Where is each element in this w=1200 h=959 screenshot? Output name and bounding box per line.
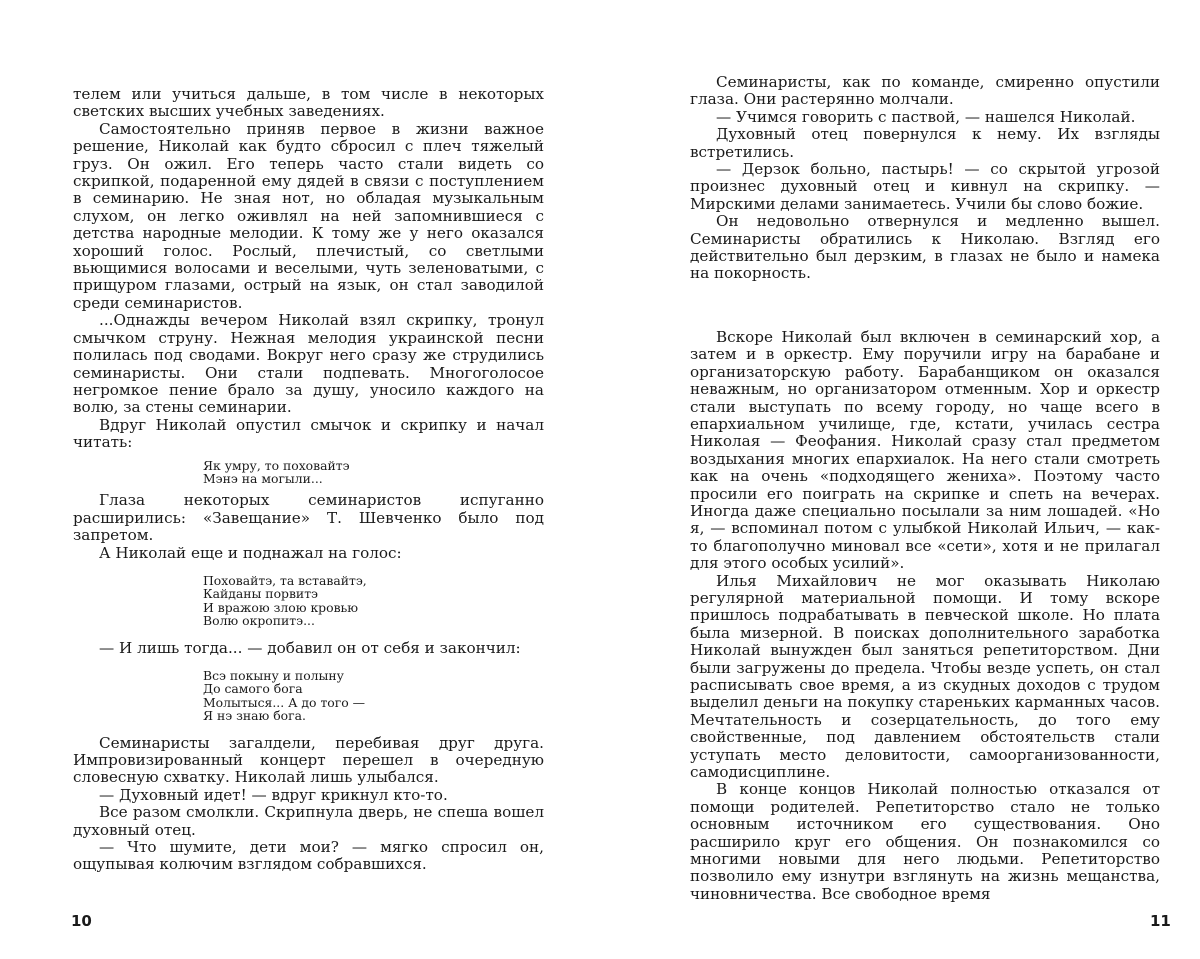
left-page xyxy=(0,0,600,959)
verse-stanza xyxy=(73,669,544,723)
paragraph: Самостоятельно приняв первое в жизни важное решение, Николай как будто сбросил с плеч тяжелый груз. Он ожил. Его теперь часто стали видеть со скрипкой, подаренной ему дядей в связи с поступлением в семинарию. Не зная нот, но обладая музыкальным слухом, он легко оживлял на ней запомнившиеся с детства народные мелодии. К тому же у него оказался хороший голос. Рослый, плечистый, со светлыми вьющимися волосами и веселыми, чуть зеленоватыми, с прищуром глазами, острый на язык, он стал заводилой среди семинаристов. xyxy=(73,121,544,312)
verse-line: Я нэ знаю бога. xyxy=(203,709,544,722)
paragraph: Семинаристы, как по команде, смиренно опустили глаза. Они растерянно молчали. xyxy=(690,74,1160,109)
paragraph: Глаза некоторых семинаристов испуганно расширились: «Завещание» Т. Шевченко было под запретом. xyxy=(73,492,544,544)
verse-line: Як умру, то поховайтэ xyxy=(203,459,544,472)
verse-line: Всэ покыну и полыну xyxy=(203,669,544,682)
verse-line: И вражою злою кровью xyxy=(203,601,544,614)
page-number: 10 xyxy=(71,912,92,930)
paragraph: — И лишь тогда... — добавил он от себя и закончил: xyxy=(73,640,544,657)
book-spread xyxy=(0,0,1200,959)
verse-line: Мэнэ на могыли... xyxy=(203,472,544,485)
page-number: 11 xyxy=(1150,912,1171,930)
verse-stanza xyxy=(73,574,544,628)
paragraph: — Что шумите, дети мои? — мягко спросил он, ощупывая колючим взглядом собравшихся. xyxy=(73,839,544,874)
right-page-text xyxy=(690,74,1160,903)
paragraph: Он недовольно отвернулся и медленно вышел. Семинаристы обратились к Николаю. Взгляд его действительно был дерзким, в глазах не было и намека на покорность. xyxy=(690,213,1160,283)
paragraph: — Дерзок больно, пастырь! — со скрытой угрозой произнес духовный отец и кивнул на скрипку. — Мирскими делами занимаетесь. Учили бы слово божие. xyxy=(690,161,1160,213)
paragraph: — Духовный идет! — вдруг крикнул кто-то. xyxy=(73,787,544,804)
verse-line: Кайданы порвитэ xyxy=(203,587,544,600)
paragraph: — Учимся говорить с паствой, — нашелся Николай. xyxy=(690,109,1160,126)
left-page-text xyxy=(73,86,544,874)
paragraph: Все разом смолкли. Скрипнула дверь, не спеша вошел духовный отец. xyxy=(73,804,544,839)
section-break xyxy=(690,283,1160,329)
paragraph: Вдруг Николай опустил смычок и скрипку и начал читать: xyxy=(73,417,544,452)
verse-stanza xyxy=(73,459,544,486)
right-page xyxy=(600,0,1200,959)
paragraph: А Николай еще и поднажал на голос: xyxy=(73,545,544,562)
verse-line: Поховайтэ, та вставайтэ, xyxy=(203,574,544,587)
paragraph: Семинаристы загалдели, перебивая друг друга. Импровизированный концерт перешел в очередную словесную схватку. Николай лишь улыбался. xyxy=(73,735,544,787)
paragraph: Вскоре Николай был включен в семинарский хор, а затем и в оркестр. Ему поручили игру на барабане и организаторскую работу. Барабанщиком он оказался неважным, но организатором отменным. Хор и оркестр стали выступать по всему городу, но чаще всего в епархиальном училище, где, кстати, училась сестра Николая — Феофания. Николай сразу стал предметом воздыхания многих епархиалок. На него стали смотреть как на очень «подходящего жениха». Поэтому часто просили его поиграть на скрипке и спеть на вечерах. Иногда даже специально посылали за ним лошадей. «Но я, — вспоминал потом с улыбкой Николай Ильич, — как-то благополучно миновал все «сети», хотя и не прилагал для этого особых усилий». xyxy=(690,329,1160,573)
verse-line: До самого бога xyxy=(203,682,544,695)
paragraph: Илья Михайлович не мог оказывать Николаю регулярной материальной помощи. И тому вскоре пришлось подрабатывать в певческой школе. Но плата была мизерной. В поисках дополнительного заработка Николай вынужден был заняться репетиторством. Дни были загружены до предела. Чтобы везде успеть, он стал расписывать свое время, а из скудных доходов с трудом выделил деньги на покупку стареньких карманных часов. Мечтательность и созерцательность, до того ему свойственные, под давлением обстоятельств стали уступать место деловитости, самоорганизованности, самодисциплине. xyxy=(690,573,1160,782)
paragraph: телем или учиться дальше, в том числе в некоторых светских высших учебных заведениях. xyxy=(73,86,544,121)
paragraph: ...Однажды вечером Николай взял скрипку, тронул смычком струну. Нежная мелодия украинской песни полилась под сводами. Вокруг него сразу же струдились семинаристы. Они стали подпевать. Многоголосое негромкое пение брало за душу, уносило каждого на волю, за стены семинарии. xyxy=(73,312,544,416)
paragraph: В конце концов Николай полностью отказался от помощи родителей. Репетиторство стало не только основным источником его существования. Оно расширило круг его общения. Он познакомился со многими новыми для него людьми. Репетиторство позволило ему изнутри взглянуть на жизнь мещанства, чиновничества. Все свободное время xyxy=(690,781,1160,903)
verse-line: Волю окропитэ... xyxy=(203,614,544,627)
paragraph: Духовный отец повернулся к нему. Их взгляды встретились. xyxy=(690,126,1160,161)
verse-line: Молытыся... А до того — xyxy=(203,696,544,709)
